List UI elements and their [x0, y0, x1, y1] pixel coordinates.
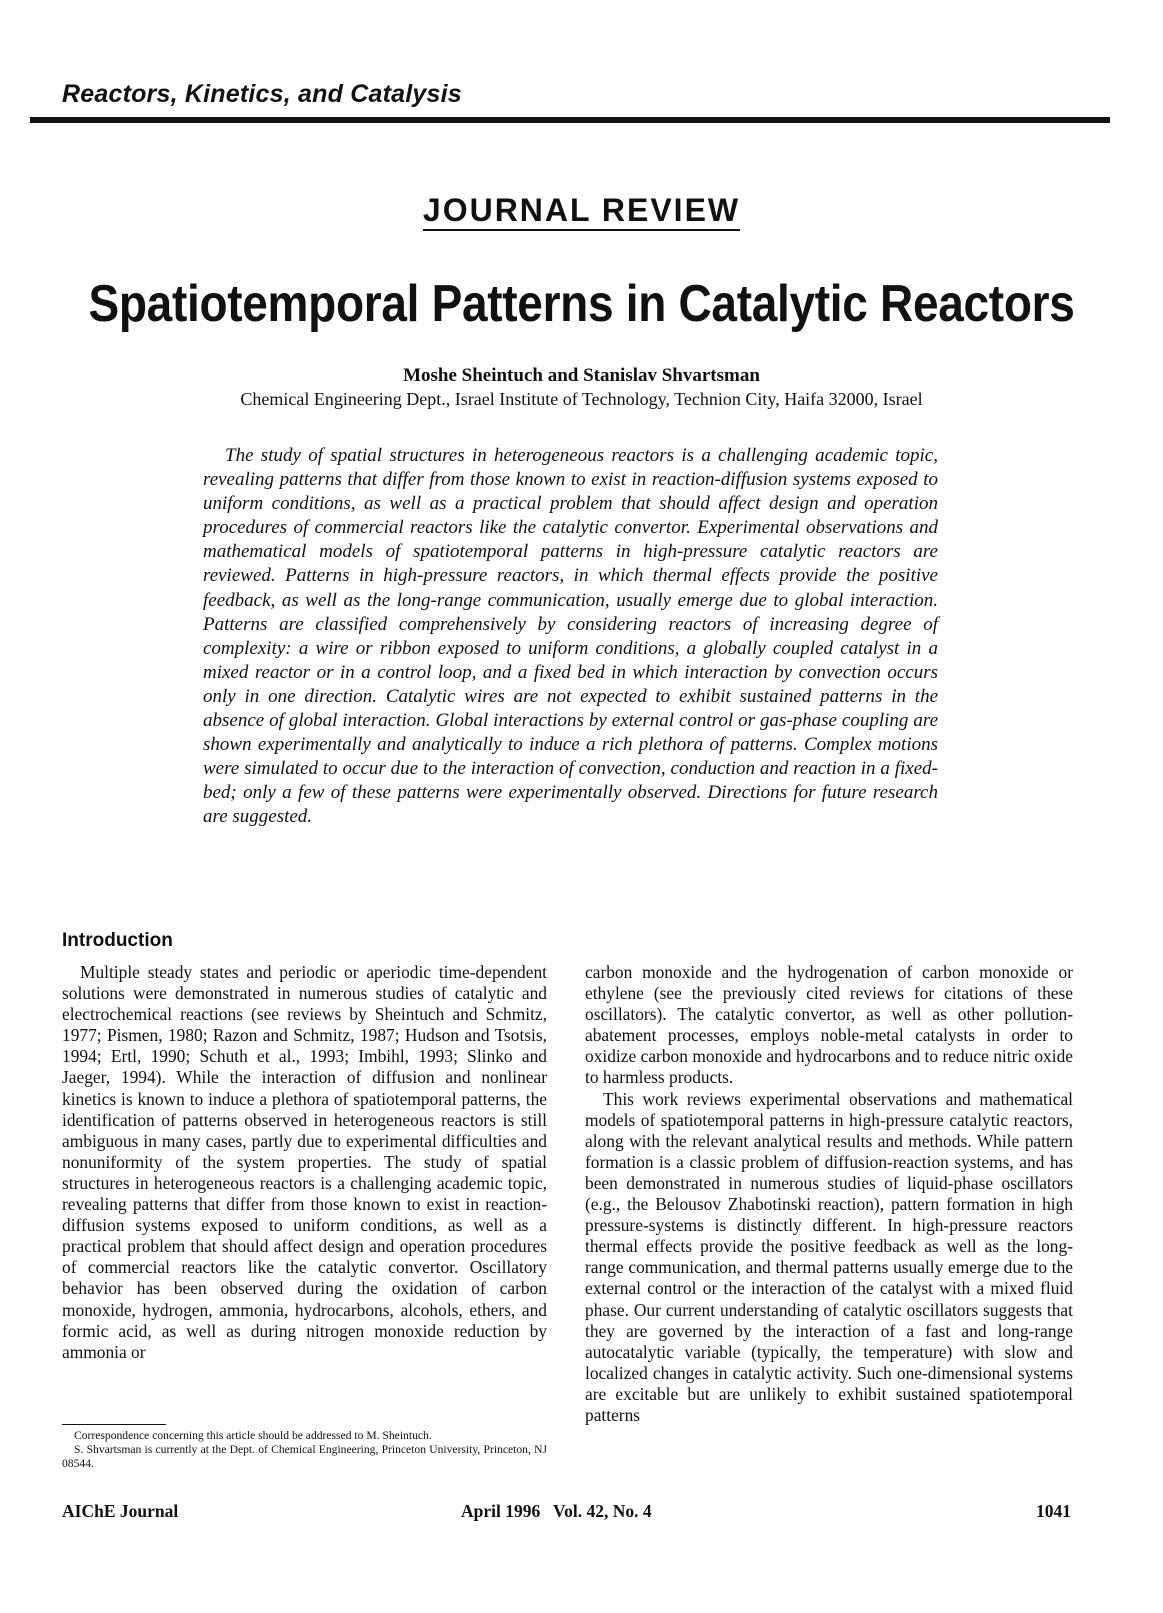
left-paragraph: Multiple steady states and periodic or aperiodic time-dependent solutions were demonstrated in numerous studies of catalytic and electrochemical reactions (see reviews by Sheintuch and Schmitz, 1977; Pismen, 1980; Razon and Schmitz, 1987; Hudson and Tsotsis, 1994; Ertl, 1990; Schuth et al., 1993; Imbihl, 1993; Slinko and Jaeger, 1994). While the interaction of diffusion and nonlinear kinetics is known to induce a plethora of spatiotemporal patterns, the identification of patterns observed in heterogeneous reactors is still ambiguous in many cases, partly due to experimental difficulties and nonuniformity of the system properties. The study of spatial structures in heterogeneous reactors is a challenging academic topic, revealing patterns that differ from those known to exist in reaction-diffusion systems exposed to uniform conditions, as well as a practical problem that should affect design and operation procedures of commercial reactors like the catalytic convertor. Oscillatory behavior has been observed during the oxidation of carbon monoxide, hydrogen, ammonia, hydrocarbons, alcohols, ethers, and formic acid, as well as during nitrogen monoxide reduction by ammonia or — [62, 962, 547, 1362]
footer-journal-name: AIChE Journal — [62, 1501, 179, 1521]
footer-issue-text: April 1996 Vol. 42, No. 4 — [461, 1501, 652, 1521]
right-column — [585, 962, 1073, 1426]
header-rule — [30, 117, 1110, 123]
article-authors: Moshe Sheintuch and Stanislav Shvartsman — [403, 365, 760, 386]
footer-page-number: 1041 — [1036, 1501, 1071, 1521]
footer-issue — [461, 1501, 652, 1522]
footnotes — [62, 1429, 547, 1472]
footnote-rule — [62, 1424, 166, 1425]
left-column — [62, 962, 547, 1363]
review-type-label — [0, 192, 1163, 229]
introduction-heading: Introduction — [62, 930, 173, 951]
review-type-text: JOURNAL REVIEW — [423, 192, 740, 231]
section-header: Reactors, Kinetics, and Catalysis — [62, 80, 462, 108]
abstract: The study of spatial structures in heterogeneous reactors is a challenging academic topic, revealing patterns that differ from those known to exist in reaction-diffusion systems exposed to uniform conditions, as well as a practical problem that should affect design and operation procedures of commercial reactors like the catalytic convertor. Experimental observations and mathematical models of spatiotemporal patterns in high-pressure catalytic reactors are reviewed. Patterns in high-pressure reactors, in which thermal effects provide the positive feedback, as well as the long-range communication, usually emerge due to global interaction. Patterns are classified comprehensively by considering reactors of increasing degree of complexity: a wire or ribbon exposed to uniform conditions, a globally coupled catalyst in a mixed reactor or in a control loop, and a fixed bed in which interaction by convection occurs only in one direction. Catalytic wires are not expected to exhibit sustained patterns in the absence of global interaction. Global interactions by external control or gas-phase coupling are shown experimentally and analytically to induce a rich plethora of patterns. Complex motions were simulated to occur due to the interaction of convection, conduction and reaction in a fixed-bed; only a few of these patterns were experimentally observed. Directions for future research are suggested. — [203, 445, 938, 828]
footnote-author-address: S. Shvartsman is currently at the Dept. of Chemical Engineering, Princeton University, Princeton, NJ 08544. — [62, 1443, 547, 1471]
footnote-correspondence: Correspondence concerning this article should be addressed to M. Sheintuch. — [74, 1429, 432, 1442]
article-affiliation: Chemical Engineering Dept., Israel Institute of Technology, Technion City, Haifa 32000, Israel — [240, 389, 923, 409]
right-paragraph: This work reviews experimental observations and mathematical models of spatiotemporal patterns in high-pressure catalytic reactors, along with the relevant analytical results and methods. While pattern formation is a classic problem of diffusion-reaction systems, and has been demonstrated in numerous studies of liquid-phase oscillators (e.g., the Belousov Zhabotinski reaction), pattern formation in high pressure-systems is distinctly different. In high-pressure reactors thermal effects provide the positive feedback as well as the long-range communication, and thermal patterns usually emerge due to the external control or the interaction of the catalyst with a mixed fluid phase. Our current understanding of catalytic oscillators suggests that they are governed by the interaction of a fast and long-range autocatalytic variable (typically, the temperature) with slow and localized changes in catalytic activity. Such one-dimensional systems are excitable but are unlikely to exhibit sustained spatiotemporal patterns — [585, 1088, 1073, 1425]
right-paragraph: carbon monoxide and the hydrogenation of carbon monoxide or ethylene (see the previously cited reviews for citations of these oscillators). The catalytic convertor, as well as other pollution-abatement processes, employs noble-metal catalysts in order to oxidize carbon monoxide and hydrocarbons and to reduce nitric oxide to harmless products. — [585, 962, 1073, 1088]
article-title: Spatiotemporal Patterns in Catalytic Reactors — [88, 273, 1075, 333]
